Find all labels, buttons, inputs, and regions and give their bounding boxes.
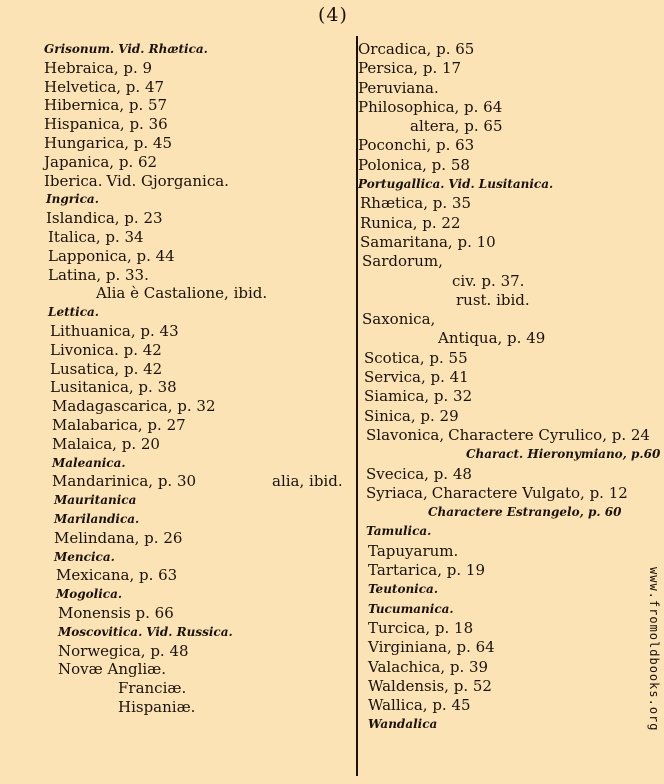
index-entry [358,580,658,599]
entry-name: Waldensis, p. 52 [368,676,492,695]
entry-name: Wallica, p. 45 [368,696,471,715]
entry-name: Hispanica, p. 36 [44,115,168,134]
index-entry [358,484,658,503]
entry-name: Ingrica. [46,192,99,207]
entry-name: Peruviana. [358,78,439,97]
index-entry [44,266,354,285]
index-entry [358,677,658,696]
entry-name: Iberica. [44,171,103,190]
index-entry [44,623,354,642]
index-entry [358,291,658,310]
index-entry [44,134,354,153]
entry-name: Persica, p. 17 [358,59,462,78]
index-entry [358,214,658,233]
index-entry [358,329,658,348]
index-entry [358,349,658,368]
index-entry [44,510,354,529]
entry-name: Norwegica, p. 48 [58,641,189,660]
index-entry [358,600,658,619]
index-entry [358,156,658,175]
index-entry [358,407,658,426]
entry-name: Tapuyarum. [368,541,459,560]
index-entry [44,642,354,661]
index-entry [44,491,354,510]
index-entry [358,426,658,445]
index-entry [44,378,354,397]
index-entry [358,310,658,329]
index-entry [358,715,658,734]
index-entry [44,679,354,698]
entry-name: Islandica, p. 23 [46,209,163,228]
entry-name: Portugallica. [358,177,445,192]
entry-name: Novæ Angliæ. [58,660,167,679]
entry-name: Scotica, p. 55 [364,348,468,367]
index-entry [358,561,658,580]
entry-name: Madagascarica, p. 32 [52,397,216,416]
index-entry [44,59,354,78]
entry-name: Hispaniæ. [118,697,196,716]
entry-name: Wandalica [368,717,438,732]
entry-reference: Vid. Rhætica. [118,42,208,56]
index-entry [358,465,658,484]
index-entry [44,228,354,247]
index-entry [358,503,658,522]
entry-name: Melindana, p. 26 [54,528,183,547]
entry-name: Charactere Estrangelo, p. 60 [428,505,622,520]
entry-name: Lettica. [48,305,99,320]
right-column [358,40,661,735]
entry-name: Italica, p. 34 [48,227,144,246]
index-entry [44,435,354,454]
index-entry [44,96,354,115]
entry-name: Philosophica, p. 64 [358,97,503,116]
index-entry [44,190,354,209]
entry-name: Mogolica. [56,587,123,602]
index-entry [358,619,658,638]
page-number: (4) [318,4,348,26]
entry-name: Malabarica, p. 27 [52,415,186,434]
index-entry [358,175,658,194]
index-entry [358,117,658,136]
index-entry [44,209,354,228]
entry-name: Franciæ. [118,679,187,698]
entry-name: Japanica, p. 62 [44,152,158,171]
entry-name: Lapponica, p. 44 [48,246,175,265]
entry-name: Mauritanica [54,493,137,508]
entry-name: Siamica, p. 32 [364,387,473,406]
index-entry [44,529,354,548]
entry-name: Hibernica, p. 57 [44,96,168,115]
entry-reference: Vid. Russica. [146,624,233,639]
index-entry [44,397,354,416]
index-entry [44,566,354,585]
entry-name: civ. p. 37. [452,271,525,290]
index-entry [44,40,354,59]
index-entry [358,522,658,541]
entry-name: Mandarinica, p. 30 [52,472,197,491]
entry-name: Rhætica, p. 35 [360,194,471,213]
entry-name: Antiqua, p. 49 [438,329,546,348]
index-entry [358,233,658,252]
entry-reference: Vid. Lusitanica. [448,177,554,192]
entry-name: Maleanica. [52,455,126,470]
entry-name: Livonica. p. 42 [50,340,162,359]
index-entry [44,153,354,172]
index-entry [44,454,354,473]
entry-name: Hebraica, p. 9 [44,58,153,77]
entry-name: Monensis p. 66 [58,603,174,622]
entry-name: Slavonica, [366,425,445,444]
index-entry [358,638,658,657]
index-entry [44,604,354,623]
entry-name: Lithuanica, p. 43 [50,321,179,340]
entry-name: Latina, p. 33. [48,265,149,284]
entry-name: Lusitanica, p. 38 [50,378,177,397]
index-entry [44,548,354,567]
entry-name: Virginiana, p. 64 [368,638,495,657]
index-entry [358,252,658,271]
index-entry [358,696,658,715]
entry-name: Saxonica, [362,310,436,329]
index-entry [44,284,354,303]
index-entry [44,78,354,97]
entry-name: Marilandica. [54,511,140,526]
entry-name: Polonica, p. 58 [358,155,470,174]
entry-name: Alia è Castalione, ibid. [96,284,268,303]
index-entry [358,542,658,561]
index-entry [44,341,354,360]
entry-name: Helvetica, p. 47 [44,77,165,96]
index-entry [44,660,354,679]
entry-reference: Charactere Vulgato, p. 12 [431,483,628,502]
watermark: www.fromoldbooks.org [647,567,661,732]
index-entry [44,322,354,341]
entry-name: Turcica, p. 18 [368,618,474,637]
entry-name: rust. ibid. [456,290,530,309]
index-entry [44,585,354,604]
entry-name: Tamulica. [366,524,432,539]
index-entry [44,115,354,134]
entry-name: Poconchi, p. 63 [358,136,475,155]
entry-name: Mencica. [54,549,115,564]
index-entry [44,698,354,717]
entry-name: Lusatica, p. 42 [50,359,163,378]
entry-alternate: alia, ibid. [272,472,343,491]
index-entry [44,472,354,491]
entry-name: Tucumanica. [368,601,454,616]
entry-name: Sinica, p. 29 [364,406,459,425]
entry-name: Valachica, p. 39 [368,657,489,676]
entry-name: Teutonica. [368,582,439,597]
entry-name: Samaritana, p. 10 [360,232,496,251]
entry-name: Svecica, p. 48 [366,464,472,483]
entry-name: Runica, p. 22 [360,213,461,232]
entry-reference: Vid. Gjorganica. [106,171,229,190]
index-entry [358,136,658,155]
index-entry [358,194,658,213]
index-entry [358,59,658,78]
index-entry [44,416,354,435]
entry-name: Charact. Hieronymiano, p.60 [466,447,661,462]
entry-name: Syriaca, [366,483,428,502]
entry-name: Sardorum, [362,252,443,271]
index-entry [44,247,354,266]
entry-name: Malaica, p. 20 [52,434,160,453]
entry-name: Mexicana, p. 63 [56,566,178,585]
index-entry [358,40,658,59]
index-entry [358,79,658,98]
index-entry [358,658,658,677]
index-entry [44,303,354,322]
entry-name: Moscovitica. [58,624,143,639]
index-entry [44,172,354,191]
index-entry [358,387,658,406]
entry-name: Hungarica, p. 45 [44,133,173,152]
entry-name: Servica, p. 41 [364,368,469,387]
index-entry [358,368,658,387]
index-entry [358,445,661,464]
left-column [44,40,354,717]
entry-name: altera, p. 65 [410,117,503,136]
entry-reference: Charactere Cyrulico, p. 24 [448,425,650,444]
index-entry [358,272,658,291]
index-entry [44,360,354,379]
entry-name: Grisonum. [44,42,115,56]
index-entry [358,98,658,117]
entry-name: Tartarica, p. 19 [368,561,485,580]
entry-name: Orcadica, p. 65 [358,40,475,58]
